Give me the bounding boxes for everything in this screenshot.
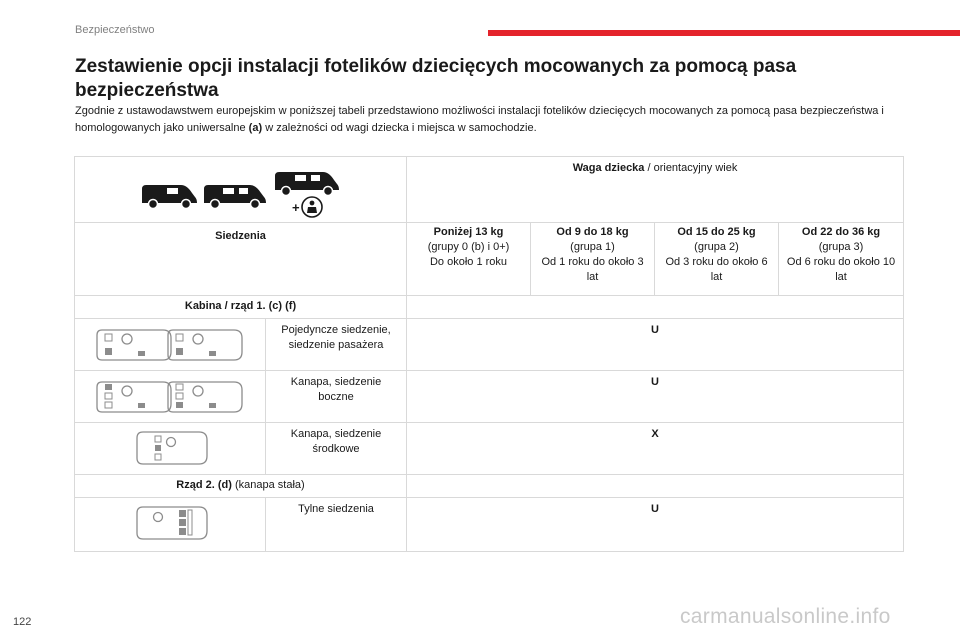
intro-paragraph: [75, 103, 905, 137]
section-row2-label: [75, 475, 407, 498]
section-row2-bold: Rząd 2. (d): [176, 479, 232, 491]
seat-value: X: [407, 423, 904, 475]
seat-label: Tylne siedzenia: [266, 498, 407, 552]
van-passenger-icon: [275, 172, 339, 196]
seat-diagram-passenger-icon: [75, 319, 265, 369]
group-3-cell: [779, 223, 904, 296]
weight-header-bold: Waga dziecka: [572, 162, 645, 174]
group-0-age: Do około 1 roku: [429, 256, 508, 268]
table-row: [75, 423, 904, 475]
seat-diagram-cell: [75, 371, 266, 423]
group-3-group: (grupa 3): [818, 241, 864, 253]
page-number: 122: [13, 616, 32, 628]
group-3-weight: Od 22 do 36 kg: [801, 226, 881, 238]
seat-diagram-cell: [75, 498, 266, 552]
seat-value: U: [407, 319, 904, 371]
seat-diagram-rear-icon: [75, 498, 265, 548]
child-seat-options-table: [74, 156, 904, 552]
svg-text:+: +: [292, 200, 300, 215]
seat-diagram-cell: [75, 423, 266, 475]
table-row: [75, 498, 904, 552]
group-1-group: (grupa 1): [570, 241, 615, 253]
group-0-cell: [407, 223, 531, 296]
group-0-group: (grupy 0 (b) i 0+): [427, 241, 510, 253]
intro-text-1: Zgodnie z ustawodawstwem europejskim w poniższej tabeli przedstawiono możliwości instalacji fotelików dziecięcych mocowanych za pomocą pasa bezpieczeństwa i homologowanych jako uniwersalne: [75, 105, 884, 134]
van-short-icon: [142, 185, 197, 209]
vehicle-icons-group: [137, 163, 347, 219]
group-1-weight: Od 9 do 18 kg: [556, 226, 629, 238]
section-cabin-bold: Kabina / rząd 1. (c) (f): [184, 300, 297, 312]
page-title: Zestawienie opcji instalacji fotelików dziecięcych mocowanych za pomocą pasa bezpieczeństwa: [75, 56, 797, 101]
child-seat-icon: [292, 197, 322, 217]
group-2-cell: [655, 223, 779, 296]
section-row-cabin: [75, 296, 904, 319]
group-2-age: Od 3 roku do około 6 lat: [665, 256, 768, 283]
group-3-age: Od 6 roku do około 10 lat: [786, 256, 896, 283]
intro-ref: (a): [248, 122, 263, 134]
section-cabin-empty: [407, 296, 904, 319]
group-1-cell: [531, 223, 655, 296]
weight-header-rest: / orientacyjny wiek: [644, 162, 738, 174]
seat-diagram-cell: [75, 319, 266, 371]
van-long-icon: [204, 185, 266, 209]
table-row: [75, 371, 904, 423]
seat-diagram-bench-center-icon: [75, 423, 265, 473]
seats-label: Siedzenia: [75, 223, 407, 296]
group-2-weight: Od 15 do 25 kg: [677, 226, 756, 238]
header-accent-bar: [488, 30, 960, 36]
seat-value: U: [407, 371, 904, 423]
section-row-row2: [75, 475, 904, 498]
group-2-group: (grupa 2): [694, 241, 739, 253]
intro-text-2: w zależności od wagi dziecka i miejsca w samochodzie.: [265, 122, 537, 134]
group-1-age: Od 1 roku do około 3 lat: [541, 256, 644, 283]
group-0-weight: Poniżej 13 kg: [433, 226, 504, 238]
seat-diagram-bench-side-icon: [75, 371, 265, 421]
seat-label: Pojedyncze siedzenie, siedzenie pasażera: [266, 319, 407, 371]
seat-label: Kanapa, siedzenie boczne: [266, 371, 407, 423]
weight-header: [407, 157, 904, 223]
section-row2-rest: (kanapa stała): [231, 479, 305, 491]
table-row: [75, 319, 904, 371]
watermark: carmanualsonline.info: [680, 605, 891, 628]
section-row2-empty: [407, 475, 904, 498]
seat-label: Kanapa, siedzenie środkowe: [266, 423, 407, 475]
section-cabin-label: [75, 296, 407, 319]
section-label: Bezpieczeństwo: [75, 24, 155, 36]
seat-value: U: [407, 498, 904, 552]
vehicle-icons-cell: [75, 157, 407, 223]
